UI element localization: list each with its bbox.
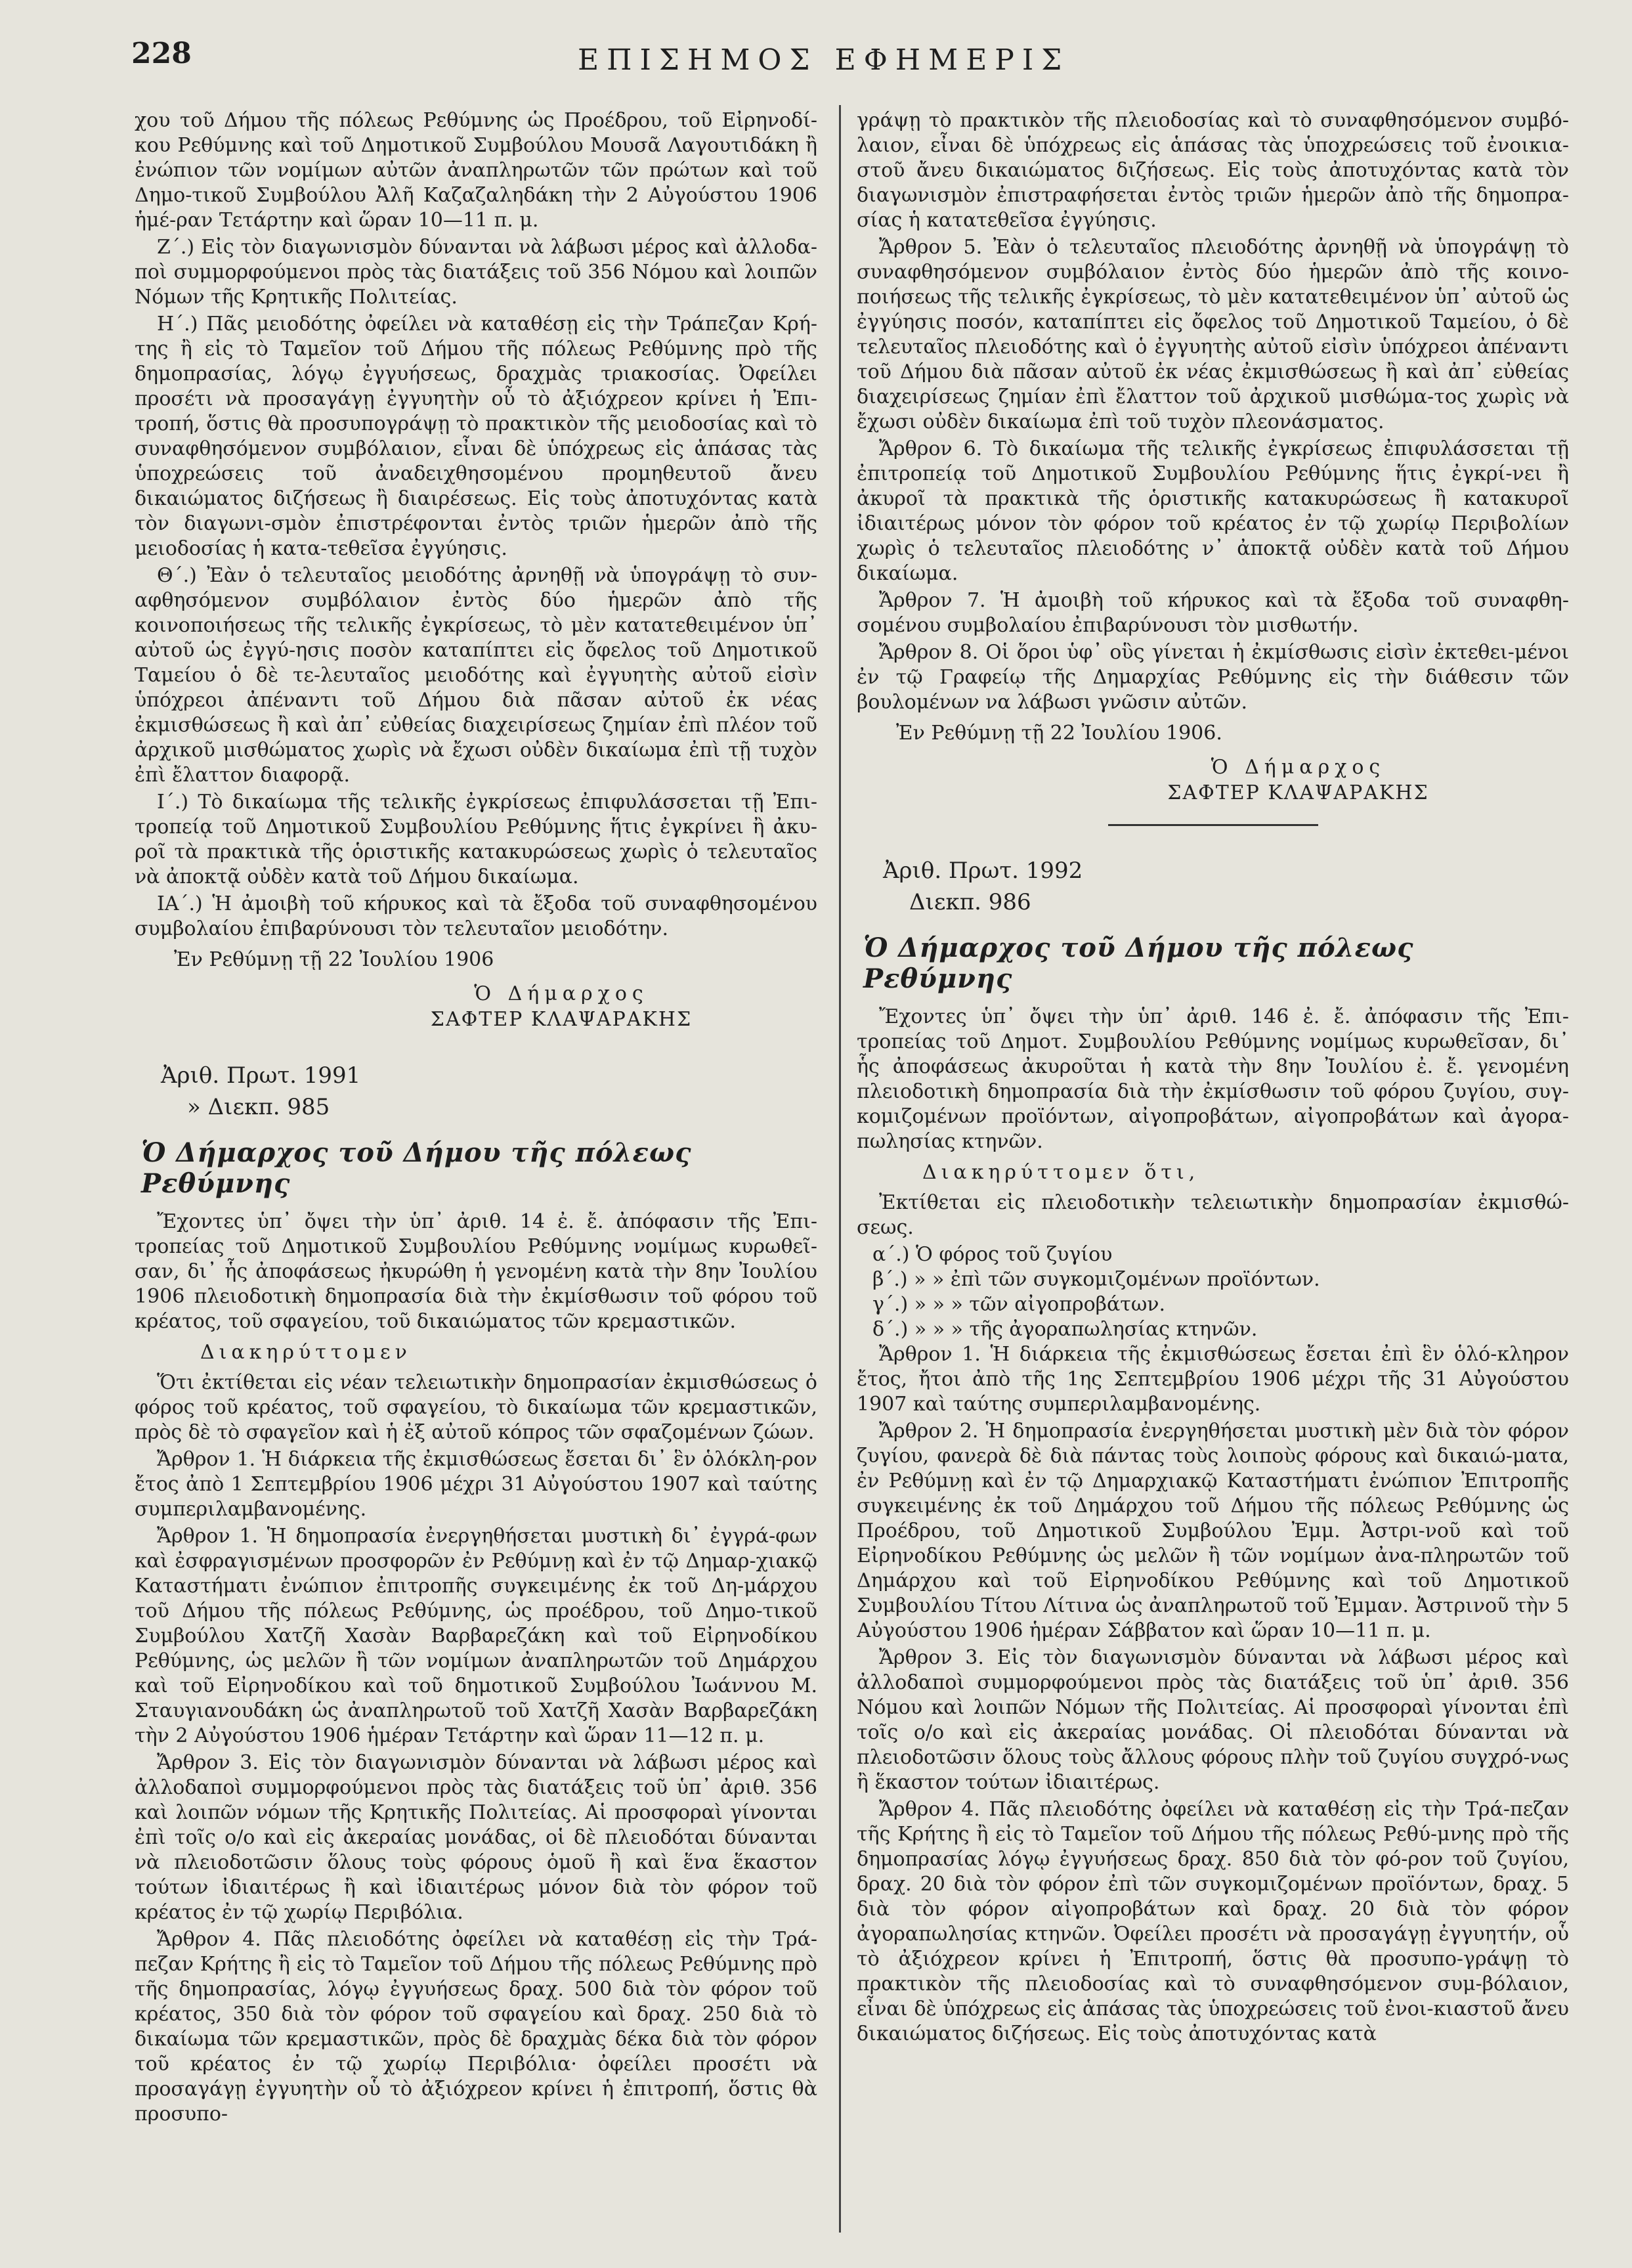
- tax-item: δ΄.) » » » τῆς ἀγοραπωλησίας κτηνῶν.: [872, 1318, 1258, 1341]
- left-article: Ἄρθρον 4. Πᾶς πλειοδότης ὀφείλει νὰ καταθέσῃ εἰς τὴν Τρά-πεζαν Κρήτης ἢ εἰς τὸ Ταμεῖον τοῦ Δήμου τῆς πόλεως Ρεθύμνης πρὸ τῆς δημοπρασίας, λόγῳ ἐγγυήσεως δραχ. 500 διὰ τὸν φόρον τοῦ κρέατος, 350 διὰ τὸν φόρον τοῦ σφαγείου καὶ δραχ. 250 διὰ τὸ δικαίωμα τῶν κρεμαστικῶν, πρὸς δὲ δραχμὰς δέκα διὰ τὸν φόρον τοῦ κρέατος ἐν τῷ χωρίῳ Περιβόλια· ὀφείλει προσέτι νὰ προσαγάγῃ ἐγγυητὴν οὗ τὸ ἀξιόχρεον κρίνει ἡ ἐπιτροπή, ὅστις θὰ προσυπο-: [135, 1928, 817, 2126]
- left-column: [135, 108, 817, 2229]
- left-signature-name: ΣΑΦΤΕΡ ΚΛΑΨΑΡΑΚΗΣ: [430, 1008, 693, 1031]
- left-signature-role: Ὁ Δήμαρχος: [474, 982, 649, 1005]
- right-protocol-number: Ἀριθ. Πρωτ. 1992: [883, 858, 1083, 884]
- left-article: Ἄρθρον 1. Ἡ διάρκεια τῆς ἐκμισθώσεως ἔσεται δι᾽ ἓν ὁλόκλη-ρον ἔτος ἀπὸ 1 Σεπτεμβρίου 1906 μέχρι 31 Αὐγούστου 1907 καὶ ταύτης συμπεριλαμβανομένης.: [135, 1448, 817, 1521]
- right-article: Ἄρθρον 1. Ἡ διάρκεια τῆς ἐκμισθώσεως ἔσεται ἐπὶ ἓν ὁλό-κληρον ἔτος, ἤτοι ἀπὸ τῆς 1ης Σεπτεμβρίου 1906 μέχρι τῆς 31 Αὐγούστου 1907 καὶ ταύτης συμπεριλαμβανομένης.: [857, 1343, 1569, 1416]
- left-reference-numbers: [161, 1060, 817, 1123]
- right-signature-role: Ὁ Δήμαρχος: [1211, 756, 1386, 779]
- right-article: Ἄρθρον 2. Ἡ δημοπρασία ἐνεργηθήσεται μυστικὴ μὲν διὰ τὸν φόρον ζυγίου, φανερὰ δὲ διὰ πάντας τοὺς λοιποὺς φόρους καὶ δικαιώ-ματα, ἐν Ρεθύμνῃ καὶ ἐν τῷ Δημαρχιακῷ Καταστήματι ἐνώπιον Ἐπιτροπῆς συγκειμένης ἐκ τοῦ Δημάρχου τοῦ Δήμου τῆς πόλεως Ρεθύμνης ὡς Προέδρου, τοῦ Δημοτικοῦ Συμβούλου Ἐμμ. Ἀστρι-νοῦ καὶ τοῦ Εἰρηνοδίκου Ρεθύμνης ὡς μελῶν ἢ τῶν νομίμων ἀνα-πληρωτῶν τοῦ Δημάρχου καὶ τοῦ Εἰρηνοδίκου Ρεθύμνης καὶ τοῦ Δημοτικοῦ Συμβουλίου Τίτου Λίτινα ὡς ἀναπληρωτοῦ τοῦ Ἐμμαν. Ἀστρινοῦ τὴν 5 Αὐγούστου 1906 ἡμέραν Σάββατον καὶ ὥραν 10—11 π. μ.: [857, 1420, 1569, 1642]
- right-signature-name: ΣΑΦΤΕΡ ΚΛΑΨΑΡΑΚΗΣ: [1167, 781, 1429, 804]
- right-notice-intro: Ἔχοντες ὑπ᾽ ὄψει τὴν ὑπ᾽ ἀριθ. 146 ἐ. ἔ. ἀπόφασιν τῆς Ἐπι-τροπείας τοῦ Δημοτ. Συμβουλίου Ρεθύμνης νομίμως κυρωθεῖσαν, δι᾽ ἧς ἀποφάσεως ἀκυροῦται ἡ κατὰ τὴν 8ην Ἰουλίου ἐ. ἔ. γενομένη πλειοδοτικὴ δημοπρασία διὰ τὴν ἐκμίσθωσιν τοῦ φόρου ζυγίου, συγ-κομιζομένων προϊόντων, αἰγοπροβάτων, αἰγοπροβάτων καὶ ἀγορα-πωλησίας κτηνῶν.: [857, 1005, 1569, 1153]
- tax-item: γ΄.) » » » τῶν αἰγοπροβάτων.: [872, 1293, 1166, 1316]
- right-notice-title: Ὁ Δήμαρχος τοῦ Δήμου τῆς πόλεως Ρεθύμνης: [863, 932, 1414, 994]
- right-exposed-statement: Ἐκτίθεται εἰς πλειοδοτικὴν τελειωτικὴν δημοπρασίαν ἐκμισθώ-σεως.: [857, 1191, 1569, 1239]
- page-header: [131, 30, 1586, 102]
- right-article: Ἄρθρον 4. Πᾶς πλειοδότης ὀφείλει νὰ καταθέσῃ εἰς τὴν Τρά-πεζαν τῆς Κρήτης ἢ εἰς τὸ Ταμεῖον τοῦ Δήμου τῆς πόλεως Ρεθύ-μνης πρὸ τῆς δημοπρασίας λόγῳ ἐγγυήσεως δραχ. 850 διὰ τὸν φό-ρον τοῦ ζυγίου, δραχ. 20 διὰ τὸν φόρον ἐπὶ τῶν συγκομιζομένων προϊόντων, δραχ. 5 διὰ τὸν φόρον αἰγοπροβάτων καὶ δραχ. 20 διὰ τὸν φόρον ἀγοραπωλησίας κτηνῶν. Ὀφείλει προσέτι νὰ προσαγάγῃ ἐγγυητήν, οὗ τὸ ἀξιόχρεον κρίνει ἡ Ἐπιτροπή, ὅστις θὰ προσυπο-γράψῃ τὸ πρακτικὸν τῆς πλειοδοσίας καὶ τὸ συναφθησόμενον συμ-βόλαιον, εἶναι δὲ ὑπόχρεως εἰς ἁπάσας τὰς ὑποχρεώσεις τοῦ ἐνοι-κιαστοῦ ἄνευ δικαιώματος διζήσεως. Εἰς τοὺς ἀποτυχόντας κατὰ: [857, 1798, 1569, 2045]
- right-reference-numbers: [883, 855, 1569, 918]
- right-article: Ἄρθρον 3. Εἰς τὸν διαγωνισμὸν δύνανται νὰ λάβωσι μέρος καὶ ἀλλοδαποὶ συμμορφούμενοι πρὸς τὰς διατάξεις τοῦ ὑπ᾽ ἀριθ. 356 Νόμου καὶ λοιπῶν Νόμων τῆς Πολιτείας. Αἱ προσφοραὶ γίνονται ἐπὶ τοῖς ο/ο καὶ εἰς ἀκεραίας μονάδας. Οἱ πλειοδόται δύνανται νὰ πλειοδοτῶσιν ὅλους τοὺς ἄλλους φόρους πλὴν τοῦ ζυγίου συγχρό-νως ἢ ἕκαστον τούτων ἰδιαιτέρως.: [857, 1646, 1569, 1794]
- left-paragraph: Θ΄.) Ἐὰν ὁ τελευταῖος μειοδότης ἀρνηθῇ νὰ ὑπογράψῃ τὸ συν-αφθησόμενον συμβόλαιον ἐντὸς δύο ἡμερῶν ἀπὸ τῆς κοινοποιήσεως τῆς τελικῆς ἐγκρίσεως, τὸ μὲν κατατεθειμένον ὑπ᾽ αὐτοῦ ὡς ἐγγύ-ησις ποσὸν καταπίπτει εἰς ὄφελος τοῦ Δημοτικοῦ Ταμείου ὁ δὲ τε-λευταῖος μειοδότης καὶ ἐγγυητὴς αὐτοῦ εἰσὶν ὑπόχρεοι ἀπέναντι τοῦ Δήμου διὰ πᾶσαν αὐτοῦ ἐκ νέας ἐκμισθώσεως ἢ καὶ ἀπ᾽ εὐθείας διαχειρίσεως ζημίαν ἐπὶ πλέον τοῦ ἀρχικοῦ μισθώματος χωρὶς νὰ ἔχωσι οὐδὲν δικαίωμα ἐπὶ τῇ τυχὸν ἐπὶ ἔλαττον διαφορᾷ.: [135, 564, 817, 787]
- right-date: Ἐν Ρεθύμνῃ τῇ 22 Ἰουλίου 1906.: [896, 722, 1222, 745]
- running-title: ΕΠΙΣΗΜΟΣ ΕΦΗΜΕΡΙΣ: [578, 43, 1070, 77]
- left-date: Ἐν Ρεθύμνῃ τῇ 22 Ἰουλίου 1906: [174, 948, 494, 971]
- left-protocol-number: Ἀριθ. Πρωτ. 1991: [161, 1062, 361, 1089]
- section-rule: [1108, 824, 1318, 826]
- right-paragraph: Ἄρθρον 7. Ἡ ἀμοιβὴ τοῦ κήρυκος καὶ τὰ ἔξοδα τοῦ συναφθη-σομένου συμβολαίου ἐπιβαρύνουσι τὸν μισθωτήν.: [857, 589, 1569, 637]
- left-article: Ἄρθρον 3. Εἰς τὸν διαγωνισμὸν δύνανται νὰ λάβωσι μέρος καὶ ἀλλοδαποὶ συμμορφούμενοι πρὸς τὰς διατάξεις τοῦ ὑπ᾽ ἀριθ. 356 καὶ λοιπῶν νόμων τῆς Κρητικῆς Πολιτείας. Αἱ προσφοραὶ γίνονται ἐπὶ τοῖς ο/ο καὶ εἰς ἀκεραίας μονάδας, οἱ δὲ πλειοδόται δύνανται νὰ πλειοδοτῶσιν ὅλους τοὺς φόρους ὁμοῦ ἢ καὶ ἕνα ἕκαστον τούτων ἰδιαιτέρως ἢ καὶ ἰδιαιτέρως μόνον διὰ τὸν φόρον τοῦ κρέατος ἐν τῷ χωρίῳ Περιβόλια.: [135, 1751, 817, 1924]
- left-notice-title: Ὁ Δήμαρχος τοῦ Δήμου τῆς πόλεως Ρεθύμνης: [141, 1137, 692, 1199]
- tax-item: α΄.) Ὁ φόρος τοῦ ζυγίου: [872, 1243, 1113, 1266]
- left-paragraph: Ι΄.) Τὸ δικαίωμα τῆς τελικῆς ἐγκρίσεως ἐπιφυλάσσεται τῇ Ἐπι-τροπείᾳ τοῦ Δημοτικοῦ Συμβουλίου Ρεθύμνης ἥτις ἐγκρίνει ἢ ἀκυ-ροῖ τὰ πρακτικὰ τῆς ὁριστικῆς κατακυρώσεως χωρὶς ὁ τελευταῖος νὰ ἀποκτᾷ οὐδὲν κατὰ τοῦ Δήμου δικαίωμα.: [135, 791, 817, 888]
- right-paragraph: Ἄρθρον 8. Οἱ ὅροι ὑφ᾽ οὓς γίνεται ἡ ἐκμίσθωσις εἰσὶν ἐκτεθει-μένοι ἐν τῷ Γραφείῳ τῆς Δημαρχίας Ρεθύμνης εἰς τὴν διάθεσιν τῶν βουλομένων να λάβωσι γνῶσιν αὐτῶν.: [857, 641, 1569, 714]
- left-proclamation: Διακηρύττομεν: [200, 1341, 412, 1364]
- left-paragraph: ΙΑ΄.) Ἡ ἀμοιβὴ τοῦ κήρυκος καὶ τὰ ἔξοδα τοῦ συναφθησομένου συμβολαίου ἐπιβαρύνουσι τὸν τελευταῖον μειοδότην.: [135, 892, 817, 940]
- left-notice-intro: Ἔχοντες ὑπ᾽ ὄψει τὴν ὑπ᾽ ἀριθ. 14 ἐ. ἔ. ἀπόφασιν τῆς Ἐπι-τροπείας τοῦ Δημοτικοῦ Συμβουλίου Ρεθύμνης νομίμως κυρωθεῖ-σαν, δι᾽ ἧς ἀποφάσεως ἠκυρώθη ἡ γενομένη κατὰ τὴν 8ην Ἰουλίου 1906 πλειοδοτικὴ δημοπρασία διὰ τὴν ἐκμίσθωσιν τοῦ φόρου τοῦ κρέατος, τοῦ σφαγείου, τοῦ δικαιώματος τῶν κρεμαστικῶν.: [135, 1210, 817, 1333]
- left-paragraph: χου τοῦ Δήμου τῆς πόλεως Ρεθύμνης ὡς Προέδρου, τοῦ Εἰρηνοδί-κου Ρεθύμνης καὶ τοῦ Δημοτικοῦ Συμβούλου Μουσᾶ Λαγουτιδάκη ἢ ἐνώπιον τῶν νομίμων αὐτῶν ἀναπληρωτῶν τῶν πρώτων καὶ τοῦ Δημο-τικοῦ Συμβούλου Ἀλῆ Καζαζαληδάκη τὴν 2 Αὐγούστου 1906 ἡμέ-ραν Τετάρτην καὶ ὥραν 10—11 π. μ.: [135, 109, 817, 232]
- right-proclamation: Διακηρύττομεν ὅτι,: [922, 1161, 1200, 1184]
- left-article: Ἄρθρον 1. Ἡ δημοπρασία ἐνεργηθήσεται μυστικὴ δι᾽ ἐγγρά-φων καὶ ἐσφραγισμένων προσφορῶν ἐν Ρεθύμνῃ καὶ ἐν τῷ Δημαρ-χιακῷ Καταστήματι ἐνώπιον ἐπιτροπῆς συγκειμένης ἐκ τοῦ Δη-μάρχου τοῦ Δήμου τῆς πόλεως Ρεθύμνης, ὡς προέδρου, τοῦ Δημο-τικοῦ Συμβούλου Χατζῆ Χασὰν Βαρβαρεζάκη καὶ τοῦ Εἰρηνοδίκου Ρεθύμνης, ὡς μελῶν ἢ τῶν νομίμων ἀναπληρωτῶν τοῦ Δημάρχου καὶ τοῦ Εἰρηνοδίκου καὶ τοῦ δημοτικοῦ Συμβούλου Ἰωάννου Μ. Σταυγιανουδάκη ὡς ἀναπληρωτοῦ τοῦ Χατζῆ Χασὰν Βαρβαρεζάκη τὴν 2 Αὐγούστου 1906 ἡμέραν Τετάρτην καὶ ὥραν 11—12 π. μ.: [135, 1525, 817, 1747]
- right-column: [857, 108, 1569, 2229]
- page-number: 228: [131, 37, 192, 70]
- right-paragraph: Ἄρθρον 6. Τὸ δικαίωμα τῆς τελικῆς ἐγκρίσεως ἐπιφυλάσσεται τῇ ἐπιτροπείᾳ τοῦ Δημοτικοῦ Συμβουλίου Ρεθύμνης ἥτις ἐγκρί-νει ἢ ἀκυροῖ τὰ πρακτικὰ τῆς ὁριστικῆς κατακυρώσεως ἢ κατακυροῖ ἰδιαιτέρως μόνον τὸν φόρον τοῦ κρέατος ἐν τῷ χωρίῳ Περιβολίων χωρὶς ὁ τελευταῖος πλειοδότης ν᾽ ἀποκτᾷ οὐδὲν κατὰ τοῦ Δήμου δικαίωμα.: [857, 437, 1569, 585]
- right-paragraph: γράψῃ τὸ πρακτικὸν τῆς πλειοδοσίας καὶ τὸ συναφθησόμενον συμβό-λαιον, εἶναι δὲ ὑπόχρεως εἰς ἁπάσας τὰς ὑποχρεώσεις τοῦ ἐνοικια-στοῦ ἄνευ δικαιώματος διζήσεως. Εἰς τοὺς ἀποτυχόντας κατὰ τὸν διαγωνισμὸν ἐπιστραφήσεται ἐντὸς τριῶν ἡμερῶν ἀπὸ τῆς δημοπρα-σίας ἡ κατατεθεῖσα ἐγγύησις.: [857, 109, 1569, 232]
- right-paragraph: Ἄρθρον 5. Ἐὰν ὁ τελευταῖος πλειοδότης ἀρνηθῇ νὰ ὑπογράψῃ τὸ συναφθησόμενον συμβόλαιον ἐντὸς δύο ἡμερῶν ἀπὸ τῆς κοινο-ποιήσεως τῆς τελικῆς ἐγκρίσεως, τὸ μὲν κατατεθειμένον ὑπ᾽ αὐτοῦ ὡς ἐγγύησις ποσόν, καταπίπτει εἰς ὄφελος τοῦ Δημοτικοῦ Ταμείου, ὁ δὲ τελευταῖος πλειοδότης καὶ ὁ ἐγγυητὴς αὐτοῦ εἰσὶν ὑπόχρεοι ἀπέναντι τοῦ Δήμου διὰ πᾶσαν αὐτοῦ ἐκ νέας ἐκμισθώσεως ἢ καὶ ἀπ᾽ εὐθείας διαχειρίσεως ζημίαν ἐπὶ ἔλαττον τοῦ ἀρχικοῦ μισθώμα-τος χωρὶς νὰ ἔχωσι οὐδὲν δικαίωμα ἐπὶ τοῦ τυχὸν πλεονάσματος.: [857, 236, 1569, 433]
- left-paragraph: Ζ΄.) Εἰς τὸν διαγωνισμὸν δύνανται νὰ λάβωσι μέρος καὶ ἀλλοδα-ποὶ συμμορφούμενοι πρὸς τὰς διατάξεις τοῦ 356 Νόμου καὶ λοιπῶν Νόμων τῆς Κρητικῆς Πολιτείας.: [135, 236, 817, 309]
- left-dispatch-number: » Διεκπ. 985: [187, 1094, 330, 1120]
- column-divider: [839, 105, 841, 2233]
- left-paragraph: Η΄.) Πᾶς μειοδότης ὀφείλει νὰ καταθέσῃ εἰς τὴν Τράπεζαν Κρή-της ἢ εἰς τὸ Ταμεῖον τοῦ Δήμου τῆς πόλεως Ρεθύμνης πρὸ τῆς δημοπρασίας, λόγῳ ἐγγυήσεως, δραχμὰς τριακοσίας. Ὀφείλει προσέτι νὰ προσαγάγῃ ἐγγυητὴν οὗ τὸ ἀξιόχρεον κρίνει ἡ Ἐπι-τροπή, ὅστις θὰ προσυπογράψῃ τὸ πρακτικὸν τῆς μειοδοσίας καὶ τὸ συναφθησόμενον συμβόλαιον, εἶναι δὲ ὑπόχρεως εἰς ἁπάσας τὰς ὑποχρεώσεις τοῦ ἀναδειχθησομένου προμηθευτοῦ ἄνευ δικαιώματος διζήσεως ἢ διαιρέσεως. Εἰς τοὺς ἀποτυχόντας κατὰ τὸν διαγωνι-σμὸν ἐπιστρέφονται ἐντὸς τριῶν ἡμερῶν ἀπὸ τῆς μειοδοσίας ἡ κατα-τεθεῖσα ἐγγύησις.: [135, 313, 817, 560]
- left-article: Ὅτι ἐκτίθεται εἰς νέαν τελειωτικὴν δημοπρασίαν ἐκμισθώσεως ὁ φόρος τοῦ κρέατος, τοῦ σφαγείου, τὸ δικαίωμα τῶν κρεμαστικῶν, πρὸς δὲ τὸ σφαγεῖον καὶ ἡ ἐξ αὐτοῦ κόπρος τῶν σφαζομένων ζώων.: [135, 1371, 817, 1444]
- tax-item: β΄.) » » ἐπὶ τῶν συγκομιζομένων προϊόντων.: [872, 1268, 1320, 1291]
- right-dispatch-number: Διεκπ. 986: [909, 889, 1031, 915]
